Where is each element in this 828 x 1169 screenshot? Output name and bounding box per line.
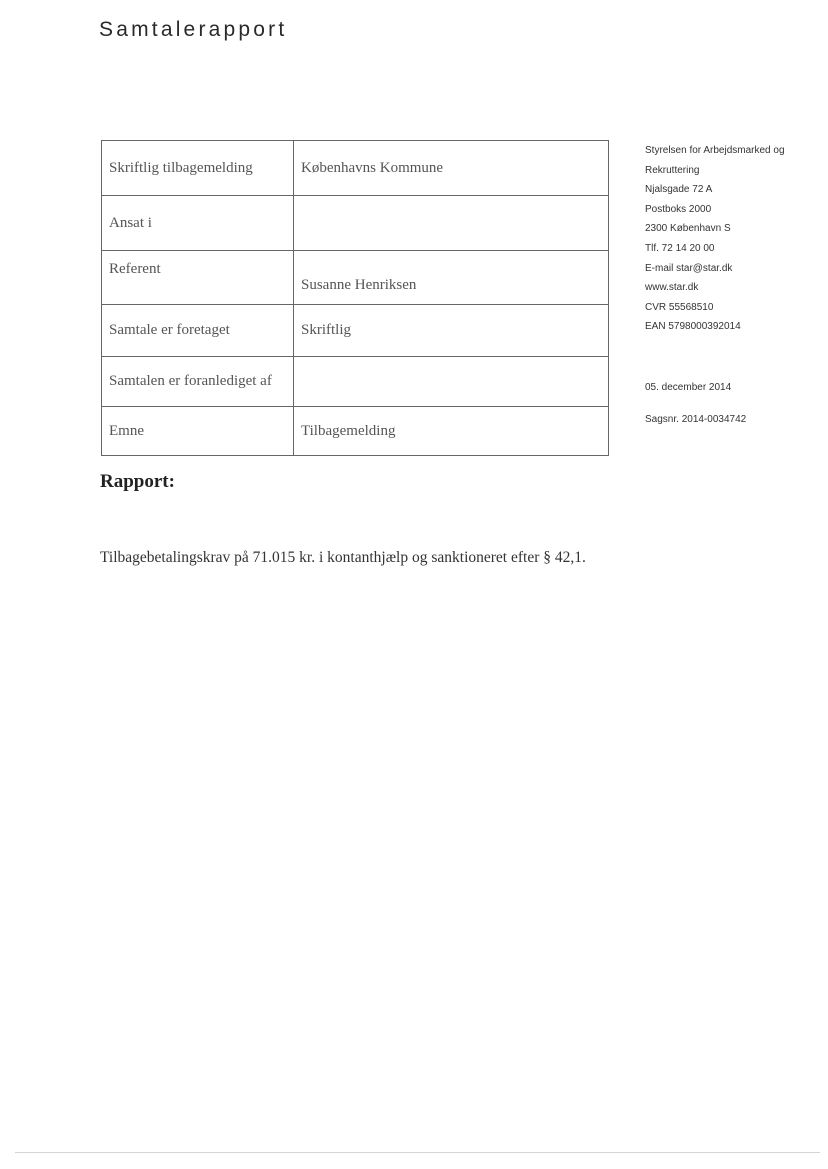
sender-info <box>645 144 785 425</box>
report-text: Tilbagebetalingskrav på 71.015 kr. i kontanthjælp og sanktioneret efter § 42,1. <box>100 549 586 566</box>
row-value: Skriftlig <box>294 305 609 357</box>
row-value: Københavns Kommune <box>294 141 609 196</box>
conversation-info-table <box>101 140 609 456</box>
table-row <box>102 251 609 305</box>
table-row <box>102 407 609 456</box>
table-row <box>102 357 609 407</box>
report-heading: Rapport: <box>100 471 175 492</box>
sender-email: E-mail star@star.dk <box>645 262 733 274</box>
sender-line: Postboks 2000 <box>645 203 712 215</box>
sender-line: Njalsgade 72 A <box>645 184 713 196</box>
table-row <box>102 141 609 196</box>
sender-ean: EAN 5798000392014 <box>645 321 741 333</box>
case-number: Sagsnr. 2014-0034742 <box>645 414 747 425</box>
document-date: 05. december 2014 <box>645 382 732 393</box>
row-label: Samtalen er foranlediget af <box>102 357 294 407</box>
sender-line: Rekruttering <box>645 164 700 176</box>
row-label: Skriftlig tilbagemelding <box>102 141 294 196</box>
row-label: Emne <box>102 407 294 456</box>
row-value <box>294 357 609 407</box>
row-value <box>294 196 609 251</box>
row-label: Ansat i <box>102 196 294 251</box>
sender-line: 2300 København S <box>645 223 731 235</box>
bottom-rule <box>15 1152 820 1153</box>
row-label: Samtale er foretaget <box>102 305 294 357</box>
row-label: Referent <box>102 251 294 305</box>
sender-cvr: CVR 55568510 <box>645 301 714 313</box>
sender-line: Styrelsen for Arbejdsmarked og <box>645 145 785 156</box>
row-value: Susanne Henriksen <box>294 251 609 305</box>
table-row <box>102 196 609 251</box>
sender-website: www.star.dk <box>645 282 699 294</box>
row-value: Tilbagemelding <box>294 407 609 456</box>
table-row <box>102 305 609 357</box>
document-title: Samtalerapport <box>99 18 288 41</box>
sender-line: Tlf. 72 14 20 00 <box>645 242 715 254</box>
